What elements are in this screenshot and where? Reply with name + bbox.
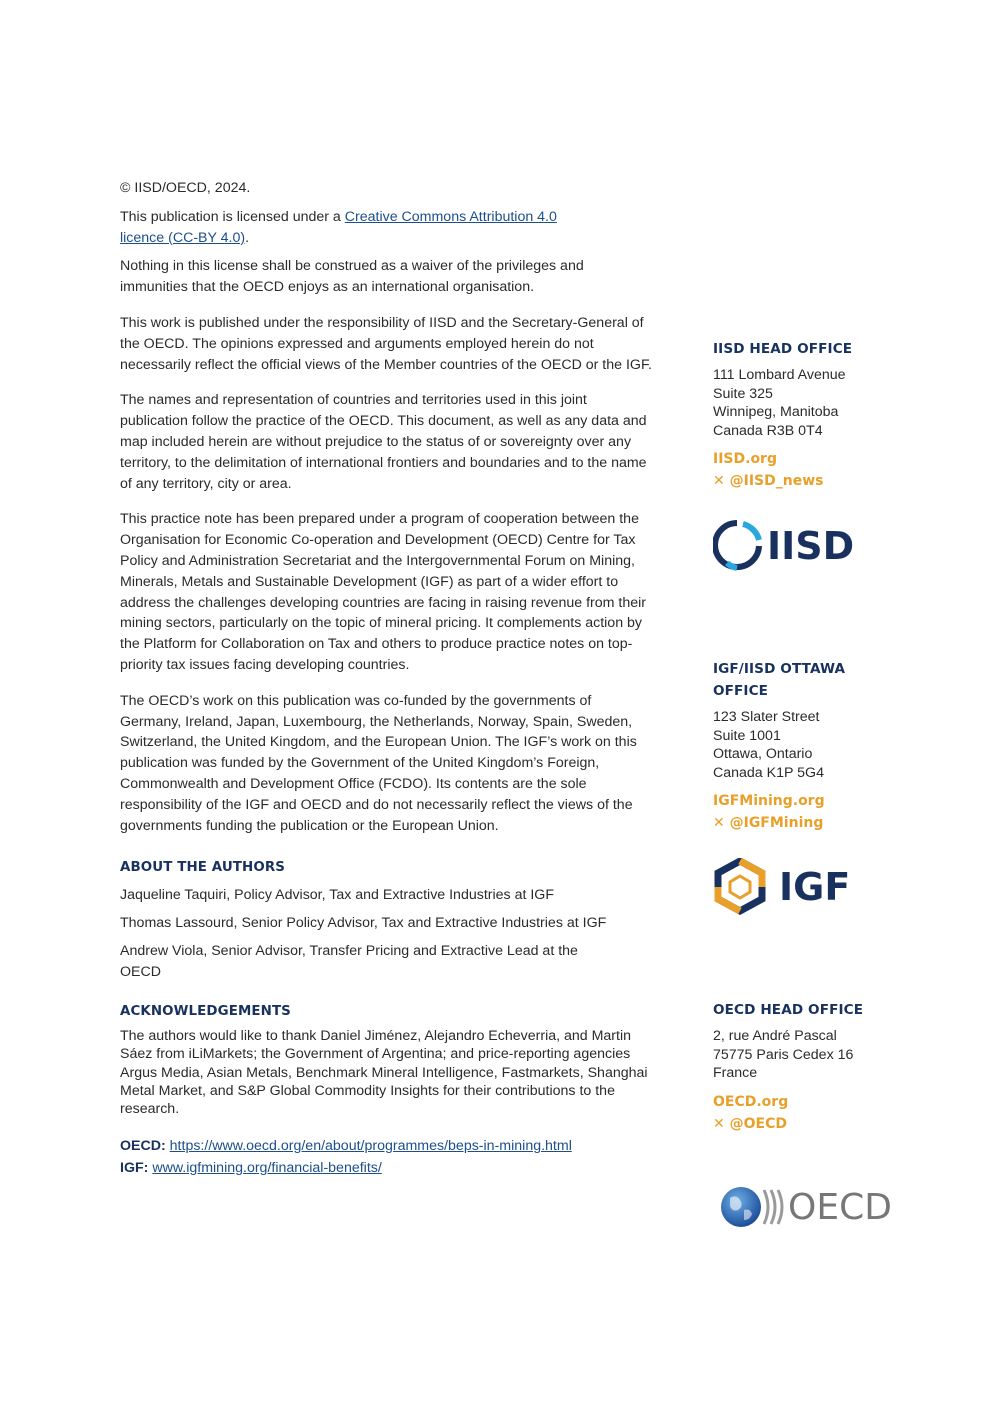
oecd-social-handle: @OECD bbox=[729, 1115, 787, 1132]
iisd-address-line-2: Suite 325 bbox=[713, 385, 773, 402]
iisd-social-handle: @IISD_news bbox=[729, 473, 824, 490]
oecd-program-link[interactable]: https://www.oecd.org/en/about/programmes/beps-in-mining.html bbox=[169, 1138, 572, 1155]
iisd-office-heading: IISD HEAD OFFICE bbox=[713, 341, 853, 357]
igf-hexagon-icon bbox=[711, 858, 771, 916]
igf-social-handle: @IGFMining bbox=[729, 815, 824, 832]
iisd-address-line-3: Winnipeg, Manitoba bbox=[713, 404, 839, 421]
license-prefix: This publication is licensed under a bbox=[120, 208, 345, 225]
oecd-address-line-2: 75775 Paris Cedex 16 bbox=[713, 1046, 854, 1063]
igf-address-line-2: Suite 1001 bbox=[713, 727, 781, 744]
iisd-address-line-1: 111 Lombard Avenue bbox=[713, 367, 846, 383]
paragraph-responsibility: This work is published under the responsibility of IISD and the Secretary-General of the OECD. The opinions expressed and arguments employed herein do not necessarily reflect the official views of the Member countries of the OECD or the IGF. bbox=[120, 314, 652, 373]
igf-address-line-3: Ottawa, Ontario bbox=[713, 746, 813, 763]
main-column bbox=[120, 178, 660, 1179]
license-link[interactable]: Creative Commons Attribution 4.0 licence (CC-BY 4.0) bbox=[120, 208, 557, 246]
iisd-website-link[interactable]: IISD.org bbox=[713, 451, 777, 468]
oecd-office-block bbox=[713, 999, 883, 1135]
x-icon: ✕ bbox=[713, 1115, 725, 1132]
igf-link-label: IGF: bbox=[120, 1159, 149, 1176]
iisd-office-block bbox=[713, 338, 883, 492]
x-icon: ✕ bbox=[713, 815, 725, 832]
paragraph-territories: The names and representation of countries and territories used in this joint publication follow the practice of the OECD. This document, as well as any data and map included herein are without prejudice to the status of or sovereignty over any territory, to the delimitation of international frontiers and boundaries and to the name of any territory, city or area. bbox=[120, 392, 647, 492]
paragraph-funding: The OECD’s work on this publication was co-funded by the governments of Germany, Ireland, Japan, Luxembourg, the Netherlands, Norway, Spain, Sweden, Switzerland, the United Kingdom, and the European Union. The IGF’s work on this publication was funded by the Government of the United Kingdom’s Foreign, Commonwealth and Development Office (FCDO). Its contents are the sole responsibility of the IGF and OECD and do not necessarily reflect the views of the governments funding the publication or the European Union. bbox=[120, 692, 637, 834]
license-notice bbox=[120, 207, 660, 249]
author-2: Thomas Lassourd, Senior Policy Advisor, Tax and Extractive Industries at IGF bbox=[120, 914, 607, 931]
igf-link-line bbox=[120, 1158, 660, 1179]
license-suffix: . bbox=[245, 229, 250, 246]
copyright: © IISD/OECD, 2024. bbox=[120, 180, 251, 196]
igf-financial-link[interactable]: www.igfmining.org/financial-benefits/ bbox=[152, 1159, 382, 1176]
igf-social[interactable] bbox=[713, 812, 883, 834]
oecd-link-label: OECD: bbox=[120, 1138, 166, 1155]
about-authors-heading: ABOUT THE AUTHORS bbox=[120, 860, 285, 876]
acknowledgements-text: The authors would like to thank Daniel Jiménez, Alejandro Echeverria, and Martin Sáez from iLiMarkets; the Government of Argentina; and price-reporting agencies Argus Media, Asian Metals, Benchmark Mineral Intelligence, Fastmarkets, Shanghai Metal Market, and S&P Global Commodity Insights for their contributions to the research. bbox=[120, 1028, 648, 1117]
oecd-globe-icon bbox=[720, 1184, 790, 1230]
iisd-social[interactable] bbox=[713, 470, 883, 492]
iisd-address-line-4: Canada R3B 0T4 bbox=[713, 422, 823, 439]
acknowledgements-heading: ACKNOWLEDGEMENTS bbox=[120, 1004, 291, 1020]
paragraph-cooperation: This practice note has been prepared under a program of cooperation between the Organisation for Economic Co-operation and Development (OECD) Centre for Tax Policy and Administration Secretariat and the Intergovernmental Forum on Mining, Minerals, Metals and Sustainable Development (IGF) as part of a wider effort to address the challenges developing countries are facing in raising revenue from their mining sectors, particularly on the topic of mineral pricing. It complements action by the Platform for Collaboration on Tax and others to produce practice notes on top-priority tax issues facing developing countries. bbox=[120, 511, 647, 673]
paragraph-immunities: Nothing in this license shall be construed as a waiver of the privileges and immunities that the OECD enjoys as an international organisation. bbox=[120, 258, 584, 296]
oecd-address-line-1: 2, rue André Pascal bbox=[713, 1028, 837, 1044]
author-1: Jaqueline Taquiri, Policy Advisor, Tax and Extractive Industries at IGF bbox=[120, 887, 554, 904]
oecd-logo-text: OECD bbox=[788, 1187, 892, 1228]
oecd-link-line bbox=[120, 1136, 660, 1157]
x-icon: ✕ bbox=[713, 473, 725, 490]
author-3: Andrew Viola, Senior Advisor, Transfer Pricing and Extractive Lead at the OECD bbox=[120, 942, 578, 980]
igf-office-block bbox=[713, 658, 883, 834]
oecd-social[interactable] bbox=[713, 1113, 883, 1135]
igf-logo-text: IGF bbox=[779, 865, 851, 909]
iisd-logo-text: IISD bbox=[767, 524, 855, 568]
igf-address-line-4: Canada K1P 5G4 bbox=[713, 764, 824, 781]
igf-office-heading-line-2: OFFICE bbox=[713, 683, 769, 699]
igf-website-link[interactable]: IGFMining.org bbox=[713, 793, 825, 810]
igf-logo bbox=[711, 858, 856, 916]
oecd-address-line-3: France bbox=[713, 1065, 758, 1082]
iisd-logo bbox=[713, 519, 853, 573]
oecd-office-heading: OECD HEAD OFFICE bbox=[713, 1002, 864, 1018]
oecd-logo bbox=[720, 1184, 890, 1230]
igf-address-line-1: 123 Slater Street bbox=[713, 709, 820, 725]
oecd-website-link[interactable]: OECD.org bbox=[713, 1093, 789, 1110]
igf-office-heading-line-1: IGF/IISD OTTAWA bbox=[713, 661, 846, 677]
